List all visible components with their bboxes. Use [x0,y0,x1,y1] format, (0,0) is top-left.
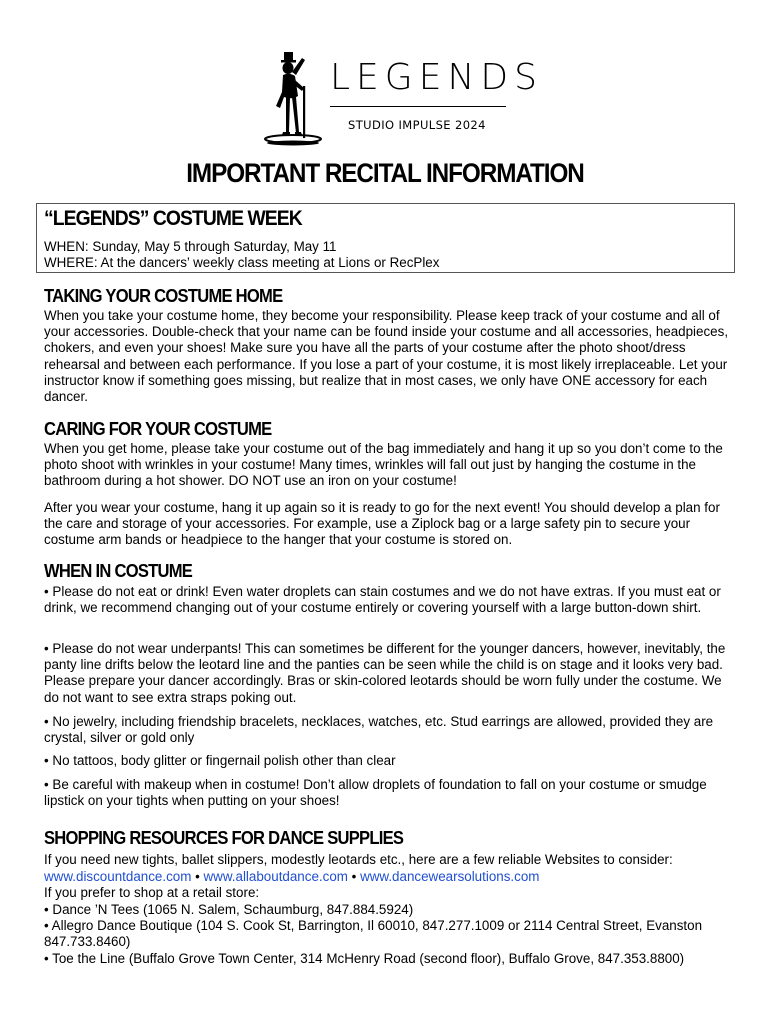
link-dancewearsolutions[interactable]: www.dancewearsolutions.com [360,869,540,884]
in-costume-bullet-underpants: • Please do not wear underpants! This can sometimes be different for the younger dancers, however, inevitably, the panty line drifts below the leotard line and the panties can be seen while the child is on stage and it looks very bad. Please prepare your dancer accordingly. Bras or skin-colored leotards should be worn fully under the costume. We do not want to see extra straps poking out. [44,641,726,705]
taking-home-heading: TAKING YOUR COSTUME HOME [44,286,283,306]
in-costume-bullet-makeup: • Be careful with makeup when in costume! Don’t allow droplets of foundation to fall on your costume or smudge lipstick on your tights when putting on your shoes! [44,777,707,809]
store-dance-n-tees: • Dance ’N Tees (1065 N. Salem, Schaumburg, 847.884.5924) [44,902,414,917]
store-toe-the-line: • Toe the Line (Buffalo Grove Town Center, 314 McHenry Road (second floor), Buffalo Grove, 847.353.8800) [44,951,685,966]
studio-logo [262,50,543,148]
logo-wordmark: LEGENDS [330,57,543,98]
caring-paragraph-2: After you wear your costume, hang it up again so it is ready to go for the next event! You should develop a plan for the care and storage of your accessories. For example, use a Ziplock bag or a large safety pin to secure your costume arm bands or headpiece to the hanger that your costume is stored on. [44,500,720,548]
shopping-intro: If you need new tights, ballet slippers, modestly leotards etc., here are a few reliable Websites to consider: [44,852,673,867]
link-separator: • [347,869,361,884]
link-discountdance[interactable]: www.discountdance.com [44,869,192,884]
store-allegro: • Allegro Dance Boutique (104 S. Cook St, Barrington, Il 60010, 847.277.1009 or 2114 Central Street, Evanston 847.733.8460) [44,918,703,950]
caring-heading: CARING FOR YOUR COSTUME [44,419,272,439]
caring-paragraph-1: When you get home, please take your costume out of the bag immediately and hang it up so you don’t come to the photo shoot with wrinkles in your costume! Many times, wrinkles will fall out just by hanging the costume in the bathroom during a hot shower. DO NOT use an iron on your costume! [44,441,723,489]
link-allaboutdance[interactable]: www.allaboutdance.com [203,869,348,884]
in-costume-heading: WHEN IN COSTUME [44,561,193,581]
shopping-website-links [44,869,730,885]
costume-week-where: WHERE: At the dancers’ weekly class meeting at Lions or RecPlex [44,255,440,270]
in-costume-bullet-tattoos: • No tattoos, body glitter or fingernail polish other than clear [44,753,396,768]
costume-week-when: WHEN: Sunday, May 5 through Saturday, May 11 [44,239,337,254]
taking-home-text: When you take your costume home, they become your responsibility. Please keep track of your costume and all of your accessories. Double-check that your name can be found inside your costume and all accessories, headpieces, chokers, and even your shoes! Make sure you have all the parts of your costume after the photo shoot/dress rehearsal and between each performance. If you lose a part of your costume, it is most likely irreplaceable. Let your instructor know if something goes missing, but realize that in most cases, we only have ONE accessory for each dancer. [44,308,729,405]
page-title: IMPORTANT RECITAL INFORMATION [186,158,584,188]
dancer-figure-icon [262,50,326,148]
costume-week-heading: “LEGENDS” COSTUME WEEK [44,207,302,230]
logo-divider [330,106,506,107]
retail-intro: If you prefer to shop at a retail store: [44,885,260,900]
costume-week-box [36,203,735,273]
link-separator: • [191,869,204,884]
logo-subtitle: STUDIO IMPULSE 2024 [348,118,486,132]
shopping-heading: SHOPPING RESOURCES FOR DANCE SUPPLIES [44,828,404,848]
in-costume-bullet-eat: • Please do not eat or drink! Even water droplets can stain costumes and we do not have extras. If you must eat or drink, we recommend changing out of your costume entirely or covering yourself with a large button-down shirt. [44,584,721,616]
in-costume-bullet-jewelry: • No jewelry, including friendship bracelets, necklaces, watches, etc. Stud earrings are allowed, provided they are crystal, silver or gold only [44,714,714,746]
